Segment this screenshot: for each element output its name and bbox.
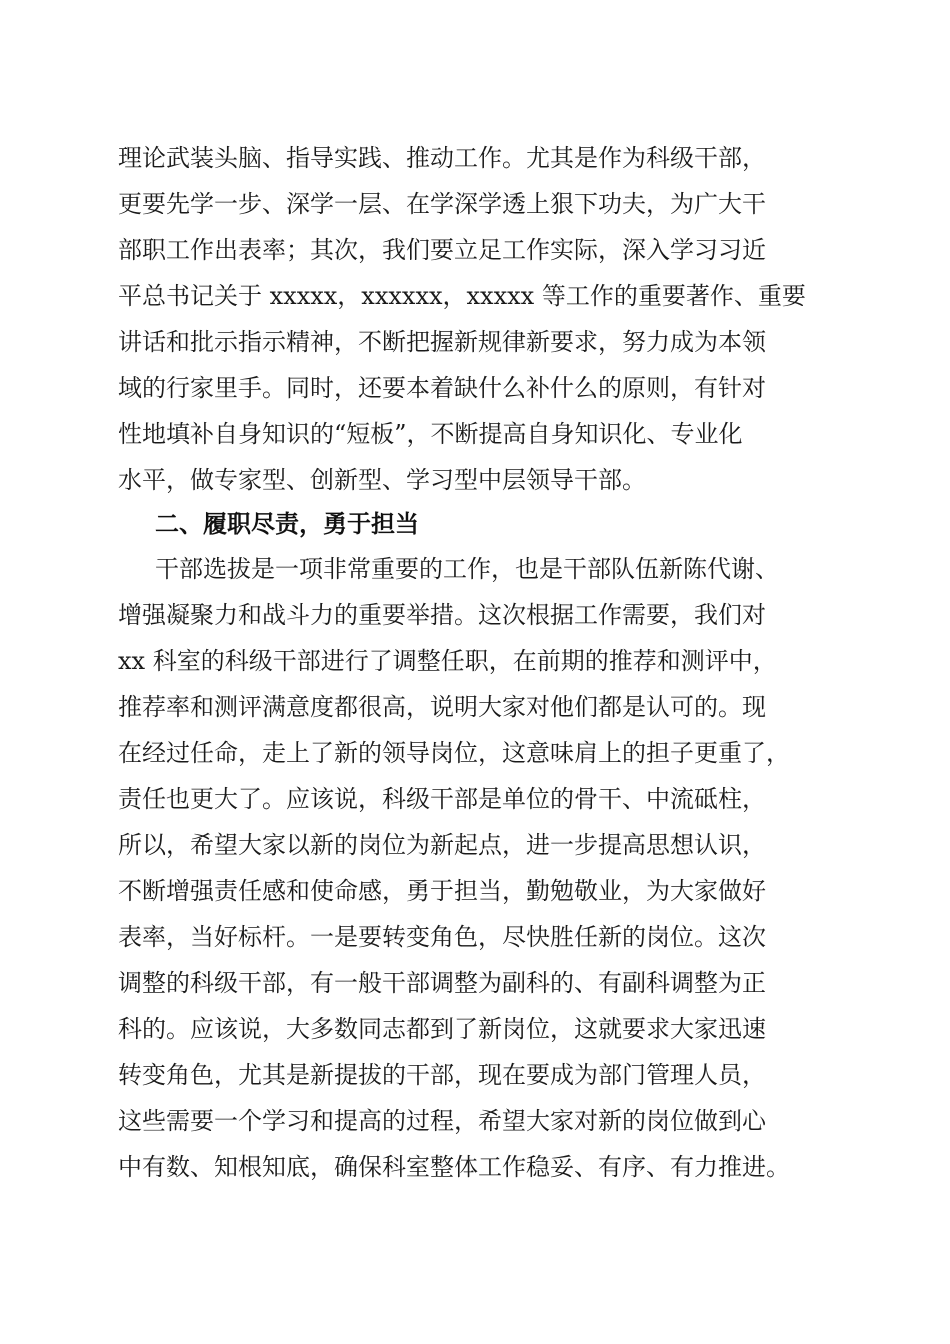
- paragraph-line: 平总书记关于 xxxxx，xxxxxx，xxxxx 等工作的重要著作、重要: [118, 282, 806, 310]
- paragraph-line: xx 科室的科级干部进行了调整任职，在前期的推荐和测评中，: [118, 647, 777, 675]
- paragraph-line: 增强凝聚力和战斗力的重要举措。这次根据工作需要，我们对: [118, 601, 766, 629]
- paragraph-line: 所以，希望大家以新的岗位为新起点，进一步提高思想认识，: [118, 831, 766, 859]
- paragraph-line: 表率，当好标杆。一是要转变角色，尽快胜任新的岗位。这次: [118, 923, 766, 951]
- paragraph-line: 部职工作出表率；其次，我们要立足工作实际，深入学习习近: [118, 236, 766, 264]
- section-heading: 二、履职尽责，勇于担当: [155, 510, 419, 538]
- paragraph-line: 不断增强责任感和使命感，勇于担当，勤勉敬业，为大家做好: [118, 877, 766, 905]
- paragraph-line: 水平，做专家型、创新型、学习型中层领导干部。: [118, 466, 646, 494]
- paragraph-line: 转变角色，尤其是新提拔的干部，现在要成为部门管理人员，: [118, 1061, 766, 1089]
- paragraph-line: 这些需要一个学习和提高的过程，希望大家对新的岗位做到心: [118, 1107, 766, 1135]
- paragraph-line: 科的。应该说，大多数同志都到了新岗位，这就要求大家迅速: [118, 1015, 766, 1043]
- paragraph-line: 在经过任命，走上了新的领导岗位，这意味肩上的担子更重了，: [118, 739, 790, 767]
- paragraph-line: 讲话和批示指示精神，不断把握新规律新要求，努力成为本领: [118, 328, 766, 356]
- paragraph-line: 更要先学一步、深学一层、在学深学透上狠下功夫，为广大干: [118, 190, 766, 218]
- paragraph-line: 调整的科级干部，有一般干部调整为副科的、有副科调整为正: [118, 969, 766, 997]
- paragraph-line: 理论武装头脑、指导实践、推动工作。尤其是作为科级干部，: [118, 144, 766, 172]
- paragraph-line: 中有数、知根知底，确保科室整体工作稳妥、有序、有力推进。: [118, 1153, 790, 1181]
- paragraph-line: 推荐率和测评满意度都很高，说明大家对他们都是认可的。现: [118, 693, 766, 721]
- paragraph-line: 性地填补自身知识的“短板”，不断提高自身知识化、专业化: [118, 420, 743, 448]
- paragraph-line: 域的行家里手。同时，还要本着缺什么补什么的原则，有针对: [118, 374, 766, 402]
- paragraph-line: 责任也更大了。应该说，科级干部是单位的骨干、中流砥柱，: [118, 785, 766, 813]
- paragraph-line: 干部选拔是一项非常重要的工作，也是干部队伍新陈代谢、: [155, 555, 779, 583]
